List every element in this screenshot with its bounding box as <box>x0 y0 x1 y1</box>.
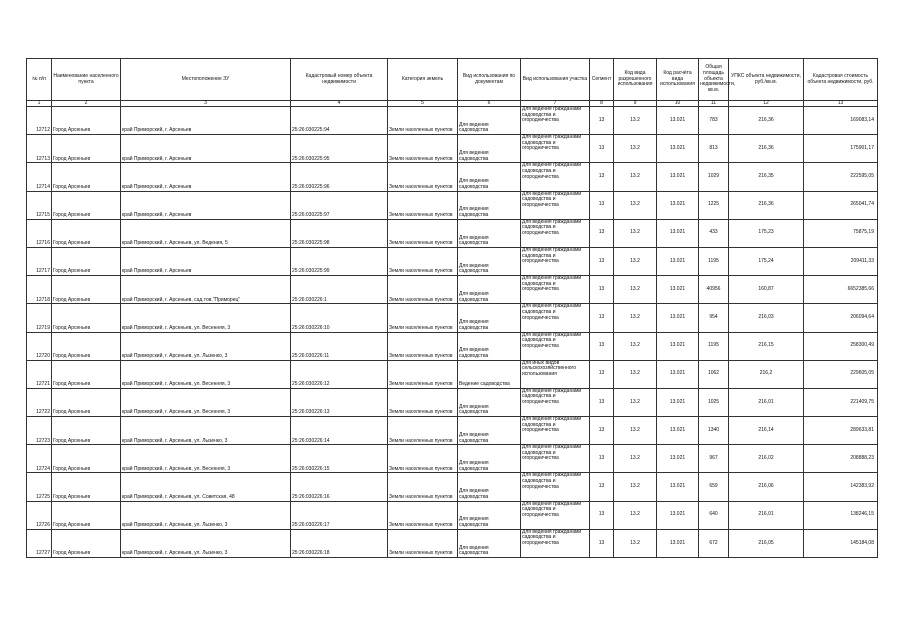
segment-cell: 13 <box>590 501 614 529</box>
header-row <box>27 59 878 101</box>
column-number: 10 <box>657 101 699 107</box>
area-cell: 1195 <box>699 332 729 360</box>
row-number-cell: 12725 <box>27 473 52 501</box>
table-row <box>27 529 878 557</box>
area-cell: 640 <box>699 501 729 529</box>
document-use-cell: Для ведения садоводства <box>458 501 521 529</box>
use-code-cell: 13.2 <box>614 163 657 191</box>
segment-cell: 13 <box>590 417 614 445</box>
calc-code-cell: 13.021 <box>657 135 699 163</box>
cadastral-number-cell: 25:26:030226:1 <box>291 276 388 304</box>
cadastral-value-cell: 169083,14 <box>804 107 878 135</box>
document-use-cell: Для ведения садоводства <box>458 107 521 135</box>
calc-code-cell: 13.021 <box>657 445 699 473</box>
row-number-cell: 12712 <box>27 107 52 135</box>
table-row <box>27 163 878 191</box>
use-code-cell: 13.2 <box>614 445 657 473</box>
land-category-cell: Земли населенных пунктов <box>388 191 458 219</box>
column-number: 1 <box>27 101 52 107</box>
segment-cell: 13 <box>590 304 614 332</box>
area-cell: 672 <box>699 529 729 557</box>
column-header: Кадастровая стоимость объекта недвижимости, руб. <box>804 59 878 101</box>
settlement-cell: Город Арсеньев <box>52 219 121 247</box>
row-number-cell: 12724 <box>27 445 52 473</box>
document-use-cell: Для ведения садоводства <box>458 304 521 332</box>
area-cell: 433 <box>699 219 729 247</box>
location-cell: край Приморский, г. Арсеньев <box>121 247 291 275</box>
use-code-cell: 13.2 <box>614 135 657 163</box>
document-use-cell: Для ведения садоводства <box>458 332 521 360</box>
table-row <box>27 219 878 247</box>
settlement-cell: Город Арсеньев <box>52 135 121 163</box>
calc-code-cell: 13.021 <box>657 417 699 445</box>
column-number: 4 <box>291 101 388 107</box>
land-category-cell: Земли населенных пунктов <box>388 163 458 191</box>
area-cell: 1195 <box>699 247 729 275</box>
upks-cell: 216,05 <box>729 529 804 557</box>
column-number: 9 <box>614 101 657 107</box>
land-category-cell: Земли населенных пунктов <box>388 276 458 304</box>
location-cell: край Приморский, г. Арсеньев, ул. Советская, 48 <box>121 473 291 501</box>
cadastral-number-cell: 25:26:030226:13 <box>291 388 388 416</box>
segment-cell: 13 <box>590 163 614 191</box>
use-code-cell: 13.2 <box>614 417 657 445</box>
segment-cell: 13 <box>590 219 614 247</box>
location-cell: край Приморский, г. Арсеньев, ул. Весенняя, 3 <box>121 304 291 332</box>
row-number-cell: 12716 <box>27 219 52 247</box>
column-number: 2 <box>52 101 121 107</box>
cadastral-value-cell: 138246,15 <box>804 501 878 529</box>
use-code-cell: 13.2 <box>614 529 657 557</box>
table-row <box>27 332 878 360</box>
land-category-cell: Земли населенных пунктов <box>388 107 458 135</box>
upks-cell: 216,2 <box>729 360 804 388</box>
calc-code-cell: 13.021 <box>657 107 699 135</box>
cadastral-value-cell: 145184,08 <box>804 529 878 557</box>
land-category-cell: Земли населенных пунктов <box>388 473 458 501</box>
location-cell: край Приморский, г. Арсеньев, ул. Ведения, 5 <box>121 219 291 247</box>
permitted-use-cell: Для ведения гражданами садоводства и огородничества <box>521 304 590 332</box>
area-cell: 40956 <box>699 276 729 304</box>
row-number-cell: 12723 <box>27 417 52 445</box>
use-code-cell: 13.2 <box>614 219 657 247</box>
table-row <box>27 360 878 388</box>
cadastral-number-cell: 25:26:030226:18 <box>291 529 388 557</box>
upks-cell: 216,03 <box>729 304 804 332</box>
table-header <box>27 59 878 107</box>
settlement-cell: Город Арсеньев <box>52 417 121 445</box>
land-category-cell: Земли населенных пунктов <box>388 529 458 557</box>
area-cell: 1340 <box>699 417 729 445</box>
document-use-cell: Для ведения садоводства <box>458 163 521 191</box>
column-header: Код вида разрешенного использования <box>614 59 657 101</box>
use-code-cell: 13.2 <box>614 388 657 416</box>
cadastral-valuation-sheet <box>26 58 877 558</box>
document-use-cell: Для ведения садоводства <box>458 247 521 275</box>
land-category-cell: Земли населенных пунктов <box>388 135 458 163</box>
settlement-cell: Город Арсеньев <box>52 107 121 135</box>
column-number: 6 <box>458 101 521 107</box>
table-row <box>27 388 878 416</box>
column-header: Сегмент <box>590 59 614 101</box>
cadastral-number-cell: 25:26:030225:96 <box>291 163 388 191</box>
land-category-cell: Земли населенных пунктов <box>388 388 458 416</box>
calc-code-cell: 13.021 <box>657 276 699 304</box>
upks-cell: 216,02 <box>729 445 804 473</box>
table-row <box>27 473 878 501</box>
permitted-use-cell: Для ведения гражданами садоводства и огородничества <box>521 417 590 445</box>
upks-cell: 216,36 <box>729 191 804 219</box>
settlement-cell: Город Арсеньев <box>52 163 121 191</box>
area-cell: 1025 <box>699 388 729 416</box>
calc-code-cell: 13.021 <box>657 360 699 388</box>
row-number-cell: 12721 <box>27 360 52 388</box>
document-use-cell: Для ведения садоводства <box>458 388 521 416</box>
cadastral-value-cell: 221409,75 <box>804 388 878 416</box>
cadastral-number-cell: 25:26:030226:17 <box>291 501 388 529</box>
column-number: 3 <box>121 101 291 107</box>
location-cell: край Приморский, г. Арсеньев, ул. Лызенко, 3 <box>121 501 291 529</box>
table-row <box>27 445 878 473</box>
cadastral-number-cell: 25:26:030225:94 <box>291 107 388 135</box>
permitted-use-cell: Для ведения гражданами садоводства и огородничества <box>521 332 590 360</box>
cadastral-value-cell: 209411,33 <box>804 247 878 275</box>
cadastral-number-cell: 25:26:030226:10 <box>291 304 388 332</box>
use-code-cell: 13.2 <box>614 107 657 135</box>
land-category-cell: Земли населенных пунктов <box>388 417 458 445</box>
segment-cell: 13 <box>590 529 614 557</box>
calc-code-cell: 13.021 <box>657 473 699 501</box>
cadastral-value-cell: 175901,17 <box>804 135 878 163</box>
permitted-use-cell: Для ведения гражданами садоводства и огородничества <box>521 107 590 135</box>
column-header: № п/п <box>27 59 52 101</box>
area-cell: 967 <box>699 445 729 473</box>
use-code-cell: 13.2 <box>614 332 657 360</box>
column-header: Кадастровый номер объекта недвижимости <box>291 59 388 101</box>
land-category-cell: Земли населенных пунктов <box>388 304 458 332</box>
settlement-cell: Город Арсеньев <box>52 191 121 219</box>
permitted-use-cell: Для ведения гражданами садоводства и огородничества <box>521 388 590 416</box>
segment-cell: 13 <box>590 388 614 416</box>
location-cell: край Приморский, г. Арсеньев, ул. Весенняя, 3 <box>121 388 291 416</box>
column-number: 5 <box>388 101 458 107</box>
area-cell: 1062 <box>699 360 729 388</box>
row-number-cell: 12715 <box>27 191 52 219</box>
segment-cell: 13 <box>590 107 614 135</box>
permitted-use-cell: Для ведения гражданами садоводства и огородничества <box>521 247 590 275</box>
cadastral-value-cell: 222595,05 <box>804 163 878 191</box>
location-cell: край Приморский, г. Арсеньев <box>121 191 291 219</box>
location-cell: край Приморский, г. Арсеньев, ул. Весенняя, 3 <box>121 445 291 473</box>
permitted-use-cell: Для ведения гражданами садоводства и огородничества <box>521 445 590 473</box>
permitted-use-cell: Для ведения гражданами садоводства и огородничества <box>521 135 590 163</box>
area-cell: 783 <box>699 107 729 135</box>
location-cell: край Приморский, г. Арсеньев <box>121 135 291 163</box>
area-cell: 954 <box>699 304 729 332</box>
use-code-cell: 13.2 <box>614 304 657 332</box>
location-cell: край Приморский, г. Арсеньев, сад.тов."Приморец" <box>121 276 291 304</box>
row-number-cell: 12722 <box>27 388 52 416</box>
calc-code-cell: 13.021 <box>657 191 699 219</box>
permitted-use-cell: Для ведения гражданами садоводства и огородничества <box>521 473 590 501</box>
upks-cell: 216,36 <box>729 135 804 163</box>
upks-cell: 216,36 <box>729 107 804 135</box>
cadastral-number-cell: 25:26:030226:14 <box>291 417 388 445</box>
location-cell: край Приморский, г. Арсеньев, ул. Весенняя, 3 <box>121 360 291 388</box>
calc-code-cell: 13.021 <box>657 388 699 416</box>
cadastral-value-cell: 75875,19 <box>804 219 878 247</box>
segment-cell: 13 <box>590 276 614 304</box>
table-row <box>27 135 878 163</box>
location-cell: край Приморский, г. Арсеньев, ул. Лызенко, 3 <box>121 529 291 557</box>
calc-code-cell: 13.021 <box>657 529 699 557</box>
document-use-cell: Для ведения садоводства <box>458 417 521 445</box>
row-number-cell: 12718 <box>27 276 52 304</box>
use-code-cell: 13.2 <box>614 276 657 304</box>
cadastral-number-cell: 25:26:030225:98 <box>291 219 388 247</box>
segment-cell: 13 <box>590 360 614 388</box>
permitted-use-cell: Для ведения гражданами садоводства и огородничества <box>521 191 590 219</box>
settlement-cell: Город Арсеньев <box>52 332 121 360</box>
upks-cell: 216,15 <box>729 332 804 360</box>
row-number-cell: 12714 <box>27 163 52 191</box>
cadastral-table <box>26 58 878 558</box>
permitted-use-cell: Для иных видов сельскохозяйственного использования <box>521 360 590 388</box>
upks-cell: 175,24 <box>729 247 804 275</box>
upks-cell: 175,23 <box>729 219 804 247</box>
document-use-cell: Для ведения садоводства <box>458 276 521 304</box>
land-category-cell: Земли населенных пунктов <box>388 445 458 473</box>
cadastral-number-cell: 25:26:030226:12 <box>291 360 388 388</box>
location-cell: край Приморский, г. Арсеньев, ул. Лызенко, 3 <box>121 332 291 360</box>
document-use-cell: Для ведения садоводства <box>458 135 521 163</box>
cadastral-number-cell: 25:26:030225:97 <box>291 191 388 219</box>
row-number-cell: 12720 <box>27 332 52 360</box>
use-code-cell: 13.2 <box>614 501 657 529</box>
table-row <box>27 276 878 304</box>
location-cell: край Приморский, г. Арсеньев, ул. Лызенко, 3 <box>121 417 291 445</box>
settlement-cell: Город Арсеньев <box>52 501 121 529</box>
settlement-cell: Город Арсеньев <box>52 473 121 501</box>
land-category-cell: Земли населенных пунктов <box>388 247 458 275</box>
column-header: Код расчёта вида использования <box>657 59 699 101</box>
land-category-cell: Земли населенных пунктов <box>388 501 458 529</box>
segment-cell: 13 <box>590 332 614 360</box>
location-cell: край Приморский, г. Арсеньев <box>121 107 291 135</box>
upks-cell: 216,01 <box>729 501 804 529</box>
use-code-cell: 13.2 <box>614 473 657 501</box>
table-row <box>27 417 878 445</box>
cadastral-number-cell: 25:26:030226:15 <box>291 445 388 473</box>
column-header: УПКС объекта недвижимости, руб./кв.м. <box>729 59 804 101</box>
document-use-cell: Для ведения садоводства <box>458 445 521 473</box>
settlement-cell: Город Арсеньев <box>52 276 121 304</box>
area-cell: 1029 <box>699 163 729 191</box>
cadastral-value-cell: 6652385,66 <box>804 276 878 304</box>
document-use-cell: Для ведения садоводства <box>458 473 521 501</box>
upks-cell: 216,06 <box>729 473 804 501</box>
cadastral-value-cell: 229605,05 <box>804 360 878 388</box>
segment-cell: 13 <box>590 473 614 501</box>
land-category-cell: Земли населенных пунктов <box>388 360 458 388</box>
cadastral-value-cell: 206094,64 <box>804 304 878 332</box>
upks-cell: 216,14 <box>729 417 804 445</box>
cadastral-number-cell: 25:26:030226:11 <box>291 332 388 360</box>
settlement-cell: Город Арсеньев <box>52 247 121 275</box>
segment-cell: 13 <box>590 191 614 219</box>
cadastral-value-cell: 289633,81 <box>804 417 878 445</box>
area-cell: 659 <box>699 473 729 501</box>
column-header: Наименование населенного пункта <box>52 59 121 101</box>
permitted-use-cell: Для ведения гражданами садоводства и огородничества <box>521 529 590 557</box>
permitted-use-cell: Для ведения гражданами садоводства и огородничества <box>521 276 590 304</box>
column-number: 12 <box>729 101 804 107</box>
column-header: Общая площадь объекта недвижимости, кв.м. <box>699 59 729 101</box>
table-row <box>27 501 878 529</box>
cadastral-number-cell: 25:26:030226:16 <box>291 473 388 501</box>
row-number-cell: 12717 <box>27 247 52 275</box>
row-number-cell: 12727 <box>27 529 52 557</box>
upks-cell: 216,35 <box>729 163 804 191</box>
column-header: Местоположение ЗУ <box>121 59 291 101</box>
row-number-cell: 12719 <box>27 304 52 332</box>
table-row <box>27 247 878 275</box>
column-number: 7 <box>521 101 590 107</box>
cadastral-value-cell: 265041,74 <box>804 191 878 219</box>
settlement-cell: Город Арсеньев <box>52 360 121 388</box>
cadastral-value-cell: 258300,49 <box>804 332 878 360</box>
calc-code-cell: 13.021 <box>657 219 699 247</box>
upks-cell: 160,87 <box>729 276 804 304</box>
use-code-cell: 13.2 <box>614 191 657 219</box>
column-header: Вид использования по документам <box>458 59 521 101</box>
column-number: 11 <box>699 101 729 107</box>
document-use-cell: Ведение садоводства <box>458 360 521 388</box>
land-category-cell: Земли населенных пунктов <box>388 332 458 360</box>
settlement-cell: Город Арсеньев <box>52 445 121 473</box>
settlement-cell: Город Арсеньев <box>52 304 121 332</box>
column-header: Вид использования участка <box>521 59 590 101</box>
calc-code-cell: 13.021 <box>657 501 699 529</box>
location-cell: край Приморский, г. Арсеньев <box>121 163 291 191</box>
permitted-use-cell: Для ведения гражданами садоводства и огородничества <box>521 219 590 247</box>
calc-code-cell: 13.021 <box>657 247 699 275</box>
settlement-cell: Город Арсеньев <box>52 388 121 416</box>
column-header: Категория земель <box>388 59 458 101</box>
cadastral-value-cell: 142383,92 <box>804 473 878 501</box>
table-row <box>27 191 878 219</box>
document-use-cell: Для ведения садоводства <box>458 219 521 247</box>
area-cell: 1225 <box>699 191 729 219</box>
area-cell: 813 <box>699 135 729 163</box>
cadastral-number-cell: 25:26:030225:95 <box>291 135 388 163</box>
column-number: 8 <box>590 101 614 107</box>
calc-code-cell: 13.021 <box>657 304 699 332</box>
document-use-cell: Для ведения садоводства <box>458 529 521 557</box>
settlement-cell: Город Арсеньев <box>52 529 121 557</box>
table-row <box>27 107 878 135</box>
row-number-cell: 12726 <box>27 501 52 529</box>
table-row <box>27 304 878 332</box>
use-code-cell: 13.2 <box>614 360 657 388</box>
document-use-cell: Для ведения садоводства <box>458 191 521 219</box>
row-number-cell: 12713 <box>27 135 52 163</box>
cadastral-number-cell: 25:26:030225:99 <box>291 247 388 275</box>
segment-cell: 13 <box>590 135 614 163</box>
cadastral-value-cell: 208888,23 <box>804 445 878 473</box>
permitted-use-cell: Для ведения гражданами садоводства и огородничества <box>521 163 590 191</box>
land-category-cell: Земли населенных пунктов <box>388 219 458 247</box>
calc-code-cell: 13.021 <box>657 163 699 191</box>
segment-cell: 13 <box>590 445 614 473</box>
calc-code-cell: 13.021 <box>657 332 699 360</box>
segment-cell: 13 <box>590 247 614 275</box>
permitted-use-cell: Для ведения гражданами садоводства и огородничества <box>521 501 590 529</box>
upks-cell: 216,01 <box>729 388 804 416</box>
column-number: 13 <box>804 101 878 107</box>
use-code-cell: 13.2 <box>614 247 657 275</box>
table-body <box>27 107 878 558</box>
